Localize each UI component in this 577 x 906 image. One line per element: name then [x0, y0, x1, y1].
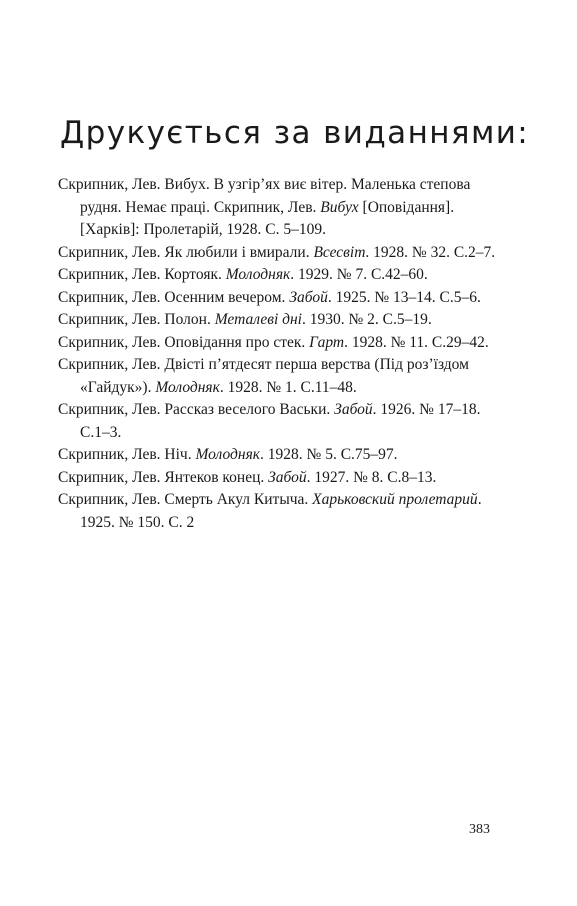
entry-source-title: Харьковский пролетарий — [312, 491, 478, 508]
bibliography-entry — [58, 174, 498, 242]
entry-source-title: Молодняк — [195, 446, 261, 463]
entry-text: Скрипник, Лев. Як любили і вмирали. — [58, 243, 314, 261]
entry-details: . 1926. № 17–18. С.1–3. — [80, 401, 481, 441]
entry-text: Скрипник, Лев. Смерть Акул Китыча. — [58, 491, 313, 508]
bibliography-entry — [58, 489, 498, 534]
entry-text: Скрипник, Лев. Оповідання про стек. — [58, 333, 310, 351]
entry-source-title: Забой — [268, 468, 307, 486]
entry-details: . 1929. № 7. С.42–60. — [290, 266, 428, 283]
bibliography-entry — [58, 264, 498, 287]
entry-text: Скрипник, Лев. Ніч. — [58, 446, 196, 463]
entry-text: Скрипник, Лев. Кортояк. — [58, 266, 226, 283]
entry-details: . 1928. № 11. С.29–42. — [344, 333, 489, 351]
page-heading: Друкується за виданнями: — [60, 115, 530, 151]
bibliography-list — [58, 174, 498, 534]
entry-details: [Оповідання]. [Харків]: Пролетарій, 1928. С. 5–109. — [80, 198, 455, 238]
entry-details: . 1928. № 1. С.11–48. — [219, 378, 357, 396]
entry-details: . 1927. № 8. С.8–13. — [306, 468, 437, 486]
entry-text: Скрипник, Лев. Рассказ веселого Васьки. — [58, 401, 335, 418]
entry-source-title: Гарт — [309, 333, 345, 351]
bibliography-entry — [58, 242, 498, 265]
entry-source-title: Металеві дні — [214, 311, 302, 328]
entry-details: . 1925. № 13–14. С.5–6. — [327, 288, 481, 306]
bibliography-entry — [58, 332, 498, 355]
bibliography-entry — [58, 467, 498, 490]
entry-details: . 1928. № 32. С.2–7. — [365, 243, 496, 261]
entry-source-title: Всесвіт — [313, 243, 366, 261]
entry-text: Скрипник, Лев. Осенним вечером. — [58, 288, 290, 306]
entry-details: . 1930. № 2. С.5–19. — [301, 311, 432, 328]
entry-source-title: Забой — [334, 401, 373, 418]
entry-source-title: Молодняк — [155, 378, 220, 396]
entry-text: Скрипник, Лев. Янтеков конец. — [58, 468, 269, 486]
entry-text: Скрипник, Лев. Вибух. В узгір’ях виє вітер. Маленька степова рудня. Немає праці. Скрипник, Лев. — [58, 176, 471, 216]
entry-text: Скрипник, Лев. Двісті п’ятдесят перша верства (Під роз’їздом «Гайдук»). — [58, 356, 469, 396]
entry-source-title: Молодняк — [225, 266, 291, 283]
bibliography-entry — [58, 399, 498, 444]
page-number: 383 — [469, 822, 490, 837]
entry-details: . 1925. № 150. С. 2 — [80, 491, 482, 531]
entry-source-title: Вибух — [320, 198, 359, 216]
bibliography-entry — [58, 354, 498, 399]
bibliography-entry — [58, 287, 498, 310]
bibliography-entry — [58, 444, 498, 467]
entry-source-title: Забой — [289, 288, 328, 306]
entry-text: Скрипник, Лев. Полон. — [58, 311, 215, 328]
entry-details: . 1928. № 5. С.75–97. — [260, 446, 398, 463]
bibliography-entry — [58, 309, 498, 332]
